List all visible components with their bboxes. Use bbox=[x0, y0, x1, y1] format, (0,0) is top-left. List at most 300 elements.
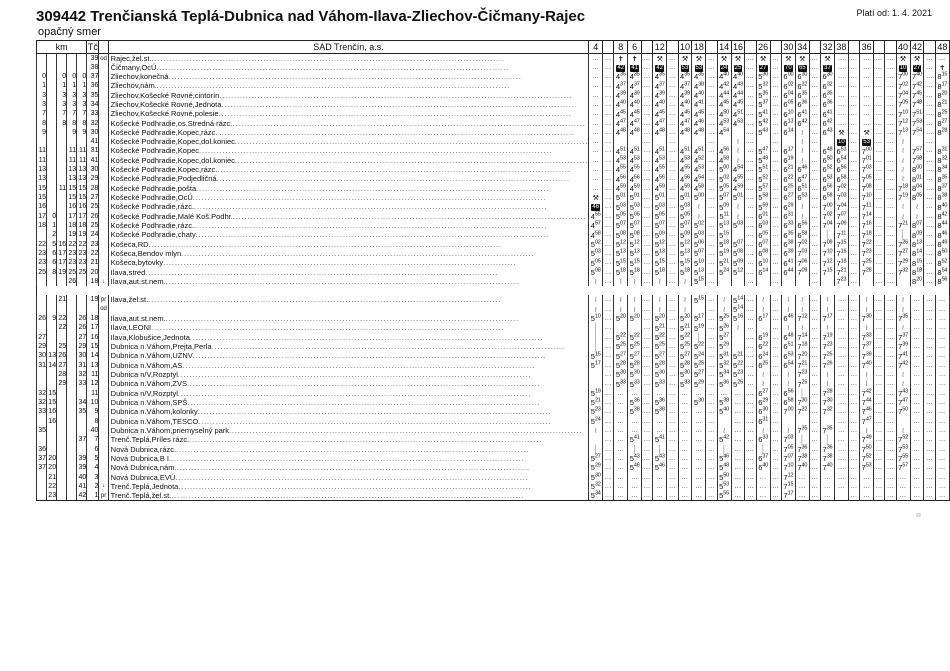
no-service-dots: ... bbox=[772, 306, 780, 313]
time-cell bbox=[770, 174, 781, 183]
stop-flag bbox=[99, 379, 108, 388]
time-cell bbox=[589, 361, 603, 370]
departure-time: $7^{18}$ bbox=[898, 183, 908, 193]
time-cell bbox=[770, 268, 781, 277]
no-service-dots: ... bbox=[669, 176, 676, 183]
departure-time: $6^{30}$ bbox=[797, 72, 808, 82]
time-cell bbox=[809, 193, 820, 202]
time-cell bbox=[614, 463, 628, 472]
time-cell bbox=[628, 444, 642, 453]
time-cell bbox=[589, 435, 603, 444]
time-cell bbox=[642, 230, 653, 239]
km-value bbox=[47, 342, 57, 351]
time-cell bbox=[667, 240, 678, 249]
departure-time: $8^{01}$ bbox=[912, 174, 922, 184]
departure-time: $7^{46}$ bbox=[861, 407, 872, 417]
time-cell bbox=[781, 137, 795, 146]
departure-time: $5^{17}$ bbox=[590, 360, 601, 370]
workday-hammers-icon: ⚒ bbox=[695, 55, 703, 63]
time-cell bbox=[885, 333, 896, 342]
departure-time: $6^{56}$ bbox=[836, 164, 847, 175]
km-value: 9 bbox=[67, 128, 77, 137]
time-cell bbox=[628, 230, 642, 239]
time-cell bbox=[667, 342, 678, 351]
time-cell bbox=[667, 91, 678, 100]
departure-time: $5^{25}$ bbox=[693, 360, 704, 370]
time-cell bbox=[614, 351, 628, 360]
time-cell bbox=[834, 258, 848, 267]
time-cell bbox=[667, 379, 678, 388]
time-cell bbox=[910, 230, 924, 239]
time-cell bbox=[935, 137, 949, 146]
time-cell bbox=[874, 342, 885, 351]
stop-flag bbox=[99, 63, 108, 72]
departure-time: $5^{22}$ bbox=[654, 332, 665, 342]
departure-time: $7^{39}$ bbox=[898, 341, 908, 352]
no-service-dots: ... bbox=[708, 241, 715, 248]
stop-flag bbox=[99, 212, 108, 221]
no-service-dots: ... bbox=[772, 437, 780, 444]
departure-time: $5^{24}$ bbox=[693, 351, 704, 361]
time-cell bbox=[770, 351, 781, 360]
no-service-dots: ... bbox=[747, 260, 754, 267]
km-value bbox=[57, 416, 67, 425]
time-cell bbox=[614, 361, 628, 370]
station-cell bbox=[108, 100, 589, 109]
no-service-dots: ... bbox=[747, 223, 754, 230]
time-cell bbox=[731, 491, 745, 501]
time-cell bbox=[924, 472, 935, 481]
no-service-dots: ... bbox=[605, 74, 612, 81]
no-service-dots: ... bbox=[708, 251, 715, 258]
km-value bbox=[47, 119, 57, 128]
route-skip-squiggle: ≀ bbox=[800, 202, 804, 212]
stop-flag: pr bbox=[99, 491, 108, 501]
km-value bbox=[67, 351, 77, 360]
time-cell bbox=[706, 119, 717, 128]
time-cell bbox=[717, 174, 731, 183]
time-cell bbox=[653, 416, 667, 425]
time-cell bbox=[781, 454, 795, 463]
dot-leader: ........................................................................................................................ bbox=[176, 465, 530, 473]
no-service-dots: ... bbox=[681, 483, 689, 490]
time-cell bbox=[706, 416, 717, 425]
time-cell bbox=[642, 221, 653, 230]
departure-time: $4^{48}$ bbox=[615, 127, 626, 138]
time-cell bbox=[614, 407, 628, 416]
pass-through-bar: │ bbox=[632, 444, 638, 454]
time-cell bbox=[848, 230, 859, 239]
time-cell bbox=[745, 407, 756, 416]
km-value: 14 bbox=[48, 361, 57, 369]
km-value bbox=[67, 342, 77, 351]
route-skip-squiggle: ≀ bbox=[825, 379, 829, 389]
km-value: 15 bbox=[48, 389, 57, 397]
time-cell bbox=[896, 491, 910, 501]
km-value bbox=[67, 444, 77, 453]
tc-value: 25 bbox=[87, 221, 99, 230]
time-cell bbox=[770, 221, 781, 230]
time-cell bbox=[770, 72, 781, 81]
time-cell bbox=[860, 230, 874, 239]
departure-time: $5^{03}$ bbox=[629, 202, 640, 212]
time-cell bbox=[603, 435, 614, 444]
departure-time: $5^{25}$ bbox=[654, 341, 665, 352]
time-cell bbox=[603, 100, 614, 109]
no-service-dots: ... bbox=[863, 493, 870, 500]
time-cell bbox=[896, 146, 910, 155]
departure-time: $6^{53}$ bbox=[822, 174, 833, 184]
time-cell bbox=[910, 314, 924, 323]
time-cell bbox=[678, 202, 692, 211]
time-cell bbox=[896, 482, 910, 491]
time-cell bbox=[653, 472, 667, 481]
stop-flag: od bbox=[100, 306, 107, 313]
time-cell bbox=[667, 184, 678, 193]
departure-time: $6^{05}$ bbox=[758, 230, 769, 240]
time-cell bbox=[653, 463, 667, 472]
time-cell bbox=[667, 435, 678, 444]
time-cell bbox=[678, 370, 692, 379]
time-cell bbox=[874, 472, 885, 481]
departure-time: $4^{43}$ bbox=[733, 81, 743, 91]
station-row bbox=[37, 202, 950, 211]
time-cell bbox=[706, 174, 717, 183]
station-row bbox=[37, 342, 950, 351]
no-service-dots: ... bbox=[747, 474, 754, 481]
time-cell bbox=[589, 407, 603, 416]
no-service-dots: ... bbox=[850, 381, 858, 388]
time-cell bbox=[834, 146, 848, 155]
no-service-dots: ... bbox=[887, 372, 894, 378]
no-service-dots: ... bbox=[875, 185, 883, 192]
time-cell bbox=[603, 165, 614, 174]
departure-time: $6^{24}$ bbox=[758, 351, 769, 361]
no-service-dots: ... bbox=[811, 139, 819, 146]
departure-time: $4^{56}$ bbox=[615, 174, 626, 184]
time-cell bbox=[910, 119, 924, 128]
time-cell bbox=[678, 277, 692, 286]
km-value: 18 bbox=[68, 222, 77, 230]
time-cell bbox=[653, 165, 667, 174]
station-row bbox=[37, 72, 950, 81]
time-cell bbox=[795, 491, 809, 501]
time-cell bbox=[589, 174, 603, 183]
time-cell bbox=[910, 146, 924, 155]
departure-time: $5^{29}$ bbox=[719, 341, 730, 352]
tc-value: 6 bbox=[87, 444, 99, 453]
km-value: 26 bbox=[78, 315, 87, 323]
km-value: 3 bbox=[57, 91, 67, 100]
time-cell bbox=[731, 221, 745, 230]
no-service-dots: ... bbox=[605, 195, 612, 202]
time-cell bbox=[860, 277, 874, 286]
time-cell bbox=[745, 193, 756, 202]
departure-time: $6^{58}$ bbox=[797, 230, 808, 240]
no-service-dots: ... bbox=[747, 418, 754, 425]
time-cell bbox=[910, 258, 924, 267]
departure-time: $5^{15}$ bbox=[590, 351, 601, 361]
route-skip-squiggle: ≀ bbox=[736, 155, 740, 165]
no-service-dots: ... bbox=[875, 176, 883, 183]
time-cell bbox=[614, 119, 628, 128]
time-cell bbox=[653, 398, 667, 407]
departure-time: $7^{32}$ bbox=[797, 407, 808, 417]
dot-leader: ........................................................................................................................ bbox=[196, 185, 550, 193]
no-service-dots: ... bbox=[708, 139, 715, 146]
time-cell bbox=[809, 416, 820, 425]
time-cell bbox=[896, 240, 910, 249]
time-cell bbox=[834, 174, 848, 183]
time-cell bbox=[678, 258, 692, 267]
no-service-dots: ... bbox=[939, 493, 946, 500]
no-service-dots: ... bbox=[734, 418, 742, 425]
stop-flag bbox=[99, 361, 108, 370]
departure-time: $8^{15}$ bbox=[937, 72, 948, 82]
departure-time: $6^{58}$ bbox=[783, 397, 794, 408]
departure-time: $7^{05}$ bbox=[861, 174, 872, 184]
time-cell bbox=[731, 91, 745, 100]
stop-flag bbox=[99, 174, 108, 183]
station-cell bbox=[108, 240, 589, 249]
time-cell bbox=[678, 54, 692, 64]
time-cell bbox=[910, 165, 924, 174]
note-number-badge: 27 bbox=[913, 64, 921, 71]
time-cell bbox=[653, 81, 667, 90]
time-cell bbox=[821, 72, 835, 81]
time-cell bbox=[860, 146, 874, 155]
stop-flag bbox=[99, 435, 108, 444]
time-cell bbox=[910, 156, 924, 165]
departure-time: $7^{11}$ bbox=[836, 230, 847, 240]
time-cell bbox=[745, 258, 756, 267]
no-service-dots: ... bbox=[875, 260, 883, 267]
time-cell bbox=[924, 351, 935, 360]
time-cell bbox=[678, 472, 692, 481]
time-cell bbox=[896, 323, 910, 332]
time-cell bbox=[756, 407, 770, 416]
time-cell bbox=[770, 277, 781, 286]
page-title: 309442 Trenčianská Teplá-Dubnica nad Váhom-Ilava-Zliechov-Čičmany-Rajec bbox=[36, 8, 586, 25]
km-value bbox=[37, 491, 47, 501]
km-value: 37 bbox=[38, 454, 47, 462]
departure-time: $4^{42}$ bbox=[719, 81, 730, 91]
time-cell bbox=[717, 91, 731, 100]
time-cell bbox=[628, 305, 642, 314]
km-value: 0 bbox=[77, 72, 87, 81]
departure-time: $5^{01}$ bbox=[654, 192, 665, 203]
no-service-dots: ... bbox=[605, 353, 612, 360]
no-service-dots: ... bbox=[747, 493, 754, 500]
time-cell bbox=[795, 463, 809, 472]
departure-time: $5^{27}$ bbox=[590, 453, 601, 464]
time-cell bbox=[667, 491, 678, 501]
note-number-badge: 25 bbox=[734, 64, 742, 71]
no-service-dots: ... bbox=[617, 409, 625, 416]
station-cell bbox=[108, 137, 589, 146]
time-cell bbox=[896, 72, 910, 81]
time-cell bbox=[874, 491, 885, 501]
time-cell bbox=[935, 249, 949, 258]
km-value: 40 bbox=[78, 473, 87, 481]
no-service-dots: ... bbox=[875, 316, 883, 323]
no-service-dots: ... bbox=[592, 92, 599, 99]
dot-leader: ........................................................................................................................ bbox=[234, 157, 589, 165]
no-service-dots: ... bbox=[875, 167, 883, 174]
departure-time: $8^{50}$ bbox=[937, 248, 948, 259]
departure-time: $4^{55}$ bbox=[654, 164, 665, 175]
time-cell bbox=[603, 240, 614, 249]
station-row bbox=[37, 165, 950, 174]
km-value: 2 bbox=[47, 230, 57, 239]
time-cell bbox=[756, 221, 770, 230]
time-cell bbox=[642, 240, 653, 249]
no-service-dots: ... bbox=[863, 102, 870, 109]
time-cell bbox=[628, 193, 642, 202]
time-cell bbox=[896, 407, 910, 416]
tc-value: 35 bbox=[87, 91, 99, 100]
time-cell bbox=[910, 463, 924, 472]
time-cell bbox=[745, 100, 756, 109]
time-cell bbox=[653, 361, 667, 370]
departure-time: $6^{19}$ bbox=[758, 332, 769, 342]
no-service-dots: ... bbox=[811, 362, 819, 369]
dot-leader: ........................................................................................................................ bbox=[192, 353, 547, 361]
time-cell bbox=[706, 240, 717, 249]
departure-time: $5^{41}$ bbox=[758, 109, 769, 119]
dot-leader: ........................................................................................................................ bbox=[189, 437, 543, 445]
no-service-dots: ... bbox=[605, 148, 612, 155]
time-cell bbox=[614, 156, 628, 165]
no-service-dots: ... bbox=[926, 334, 933, 341]
time-cell bbox=[756, 342, 770, 351]
km-value: 16 bbox=[48, 417, 57, 425]
time-cell bbox=[885, 249, 896, 258]
time-cell bbox=[628, 379, 642, 388]
time-cell bbox=[745, 491, 756, 501]
time-cell bbox=[834, 454, 848, 463]
station-cell bbox=[108, 119, 589, 128]
no-service-dots: ... bbox=[850, 102, 858, 109]
no-service-dots: ... bbox=[695, 390, 703, 397]
time-cell bbox=[848, 454, 859, 463]
no-service-dots: ... bbox=[617, 399, 625, 406]
trip-number-header: 26 bbox=[758, 42, 769, 52]
time-cell bbox=[628, 370, 642, 379]
route-skip-squiggle: ≀ bbox=[901, 211, 905, 221]
time-cell bbox=[692, 165, 706, 174]
time-cell bbox=[781, 221, 795, 230]
time-cell bbox=[589, 351, 603, 360]
no-service-dots: ... bbox=[850, 185, 858, 192]
time-cell bbox=[614, 91, 628, 100]
stop-flag bbox=[99, 202, 108, 211]
time-cell bbox=[910, 370, 924, 379]
no-service-dots: ... bbox=[734, 455, 742, 462]
departure-time: $5^{17}$ bbox=[693, 313, 704, 324]
departure-time: $4^{56}$ bbox=[680, 174, 690, 184]
time-cell bbox=[692, 454, 706, 463]
time-cell bbox=[628, 128, 642, 137]
no-service-dots: ... bbox=[875, 83, 883, 90]
time-cell bbox=[834, 314, 848, 323]
time-cell bbox=[717, 482, 731, 491]
time-cell bbox=[706, 81, 717, 90]
time-cell bbox=[896, 342, 910, 351]
time-cell bbox=[706, 221, 717, 230]
no-service-dots: ... bbox=[669, 120, 676, 127]
km-value: 22 bbox=[48, 482, 57, 490]
km-value: 13 bbox=[78, 175, 87, 183]
no-service-dots: ... bbox=[605, 102, 612, 109]
time-cell bbox=[653, 240, 667, 249]
no-service-dots: ... bbox=[708, 279, 715, 286]
tc-value: 20 bbox=[87, 268, 99, 277]
station-name: Nová Dubnica,rázc. bbox=[110, 444, 177, 454]
station-name: Košecké Podhradie,Kopec bbox=[110, 146, 200, 156]
no-service-dots: ... bbox=[926, 167, 933, 174]
time-cell bbox=[834, 323, 848, 332]
no-service-dots: ... bbox=[772, 195, 780, 202]
km-value bbox=[37, 54, 47, 64]
no-service-dots: ... bbox=[926, 111, 933, 118]
stop-flag bbox=[99, 333, 108, 342]
no-service-dots: ... bbox=[887, 223, 894, 230]
workday-hammers-icon: ⚒ bbox=[824, 55, 831, 63]
time-cell bbox=[874, 361, 885, 370]
time-cell bbox=[756, 165, 770, 174]
no-service-dots: ... bbox=[656, 493, 664, 500]
km-value bbox=[47, 72, 57, 81]
time-cell bbox=[874, 54, 885, 64]
time-cell bbox=[848, 351, 859, 360]
departure-time: $7^{42}$ bbox=[912, 81, 922, 91]
time-cell bbox=[731, 184, 745, 193]
time-cell bbox=[653, 230, 667, 239]
time-cell bbox=[885, 72, 896, 81]
time-cell bbox=[848, 156, 859, 165]
time-cell bbox=[885, 54, 896, 64]
time-cell bbox=[642, 370, 653, 379]
time-cell bbox=[860, 295, 874, 304]
time-cell bbox=[692, 351, 706, 360]
time-cell bbox=[874, 156, 885, 165]
time-cell bbox=[821, 119, 835, 128]
no-service-dots: ... bbox=[850, 120, 858, 127]
no-service-dots: ... bbox=[875, 474, 883, 481]
time-cell bbox=[603, 221, 614, 230]
time-cell bbox=[642, 351, 653, 360]
route-skip-squiggle: ≀ bbox=[619, 295, 623, 305]
km-value bbox=[57, 472, 67, 481]
time-cell bbox=[874, 128, 885, 137]
time-cell bbox=[874, 221, 885, 230]
departure-time: $5^{41}$ bbox=[629, 435, 640, 445]
no-service-dots: ... bbox=[631, 390, 638, 397]
time-cell bbox=[678, 184, 692, 193]
km-value: 6 bbox=[47, 258, 57, 267]
time-cell bbox=[653, 454, 667, 463]
tc-value: 8 bbox=[87, 416, 99, 425]
departure-time: $5^{10}$ bbox=[590, 313, 601, 324]
no-service-dots: ... bbox=[747, 204, 754, 211]
route-skip-squiggle: ≀ bbox=[901, 295, 905, 305]
route-skip-squiggle: ≀ bbox=[761, 304, 765, 314]
no-service-dots: ... bbox=[747, 241, 754, 248]
km-value bbox=[37, 137, 47, 146]
departure-time: $7^{25}$ bbox=[822, 351, 833, 361]
time-cell bbox=[809, 240, 820, 249]
